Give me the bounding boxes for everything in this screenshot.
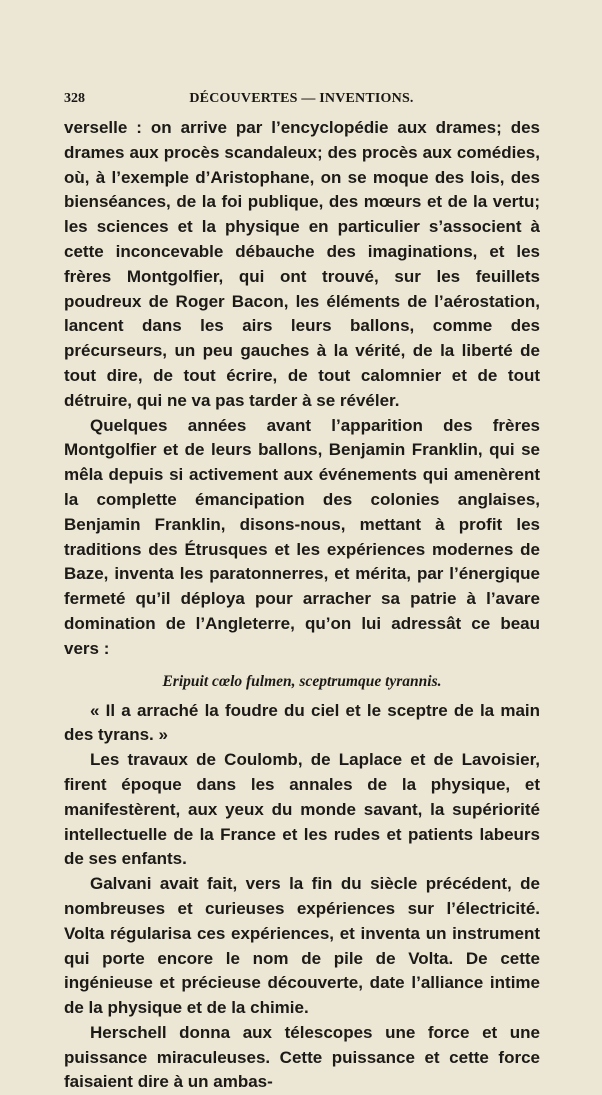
page-header <box>64 91 539 111</box>
paragraph-galvani: Galvani avait fait, vers la fin du siècle précédent, de nombreuses et curieuses expériences sur l’électricité. Volta régularisa ces expériences, et inventa un instrument qui porte encore le nom de pile de Volta. De cette ingénieuse et précieuse découverte, date l’alliance intime de la physique et de la chimie. <box>64 874 540 1018</box>
body-text <box>64 116 540 1095</box>
paragraph-herschell: Herschell donna aux télescopes une force et une puissance miraculeuses. Cette puissance et cette force faisaient dire à un ambas- <box>64 1022 540 1092</box>
page-number: 328 <box>64 91 85 106</box>
paragraph-translation: « Il a arraché la foudre du ciel et le sceptre de la main des tyrans. » <box>64 700 540 745</box>
paragraph-continuation: verselle : on arrive par l’encyclopédie aux drames; des drames aux procès scandaleux; des procès aux comédies, où, à l’exemple d’Aristophane, on se moque des lois, des bienséances, de la foi publique, des mœurs et de la vertu; les sciences et la physique en particulier s’associent à cette inconcevable débauche des imaginations, et les frères Montgolfier, qui ont trouvé, sur les feuillets poudreux de Roger Bacon, les éléments de l’aérostation, lancent dans les airs leurs ballons, comme des précurseurs, un peu gauches à la vérité, de la liberté de tout dire, de tout écrire, de tout calomnier et de tout détruire, qui ne va pas tarder à se révéler. <box>64 118 540 410</box>
latin-quote: Eripuit cœlo fulmen, sceptrumque tyrannis. <box>162 672 442 690</box>
paragraph-coulomb: Les travaux de Coulomb, de Laplace et de Lavoisier, firent époque dans les annales de la physique, et manifestèrent, aux yeux du monde savant, la supériorité intellectuelle de la France et les rudes et patients labeurs de ses enfants. <box>64 750 540 869</box>
running-head: DÉCOUVERTES — INVENTIONS. <box>189 91 414 106</box>
paragraph-franklin: Quelques années avant l’apparition des frères Montgolfier et de leurs ballons, Benjamin Franklin, qui se mêla depuis si activement aux événements qui amenèrent la complette émancipation des colonies anglaises, Benjamin Franklin, disons-nous, mettant à profit les traditions des Étrusques et les expériences modernes de Baze, inventa les paratonnerres, et mérita, par l’énergique fermeté qu’il déploya pour arracher sa patrie à l’avare domination de l’Angleterre, qu’on lui adressât ce beau vers : <box>64 415 540 658</box>
